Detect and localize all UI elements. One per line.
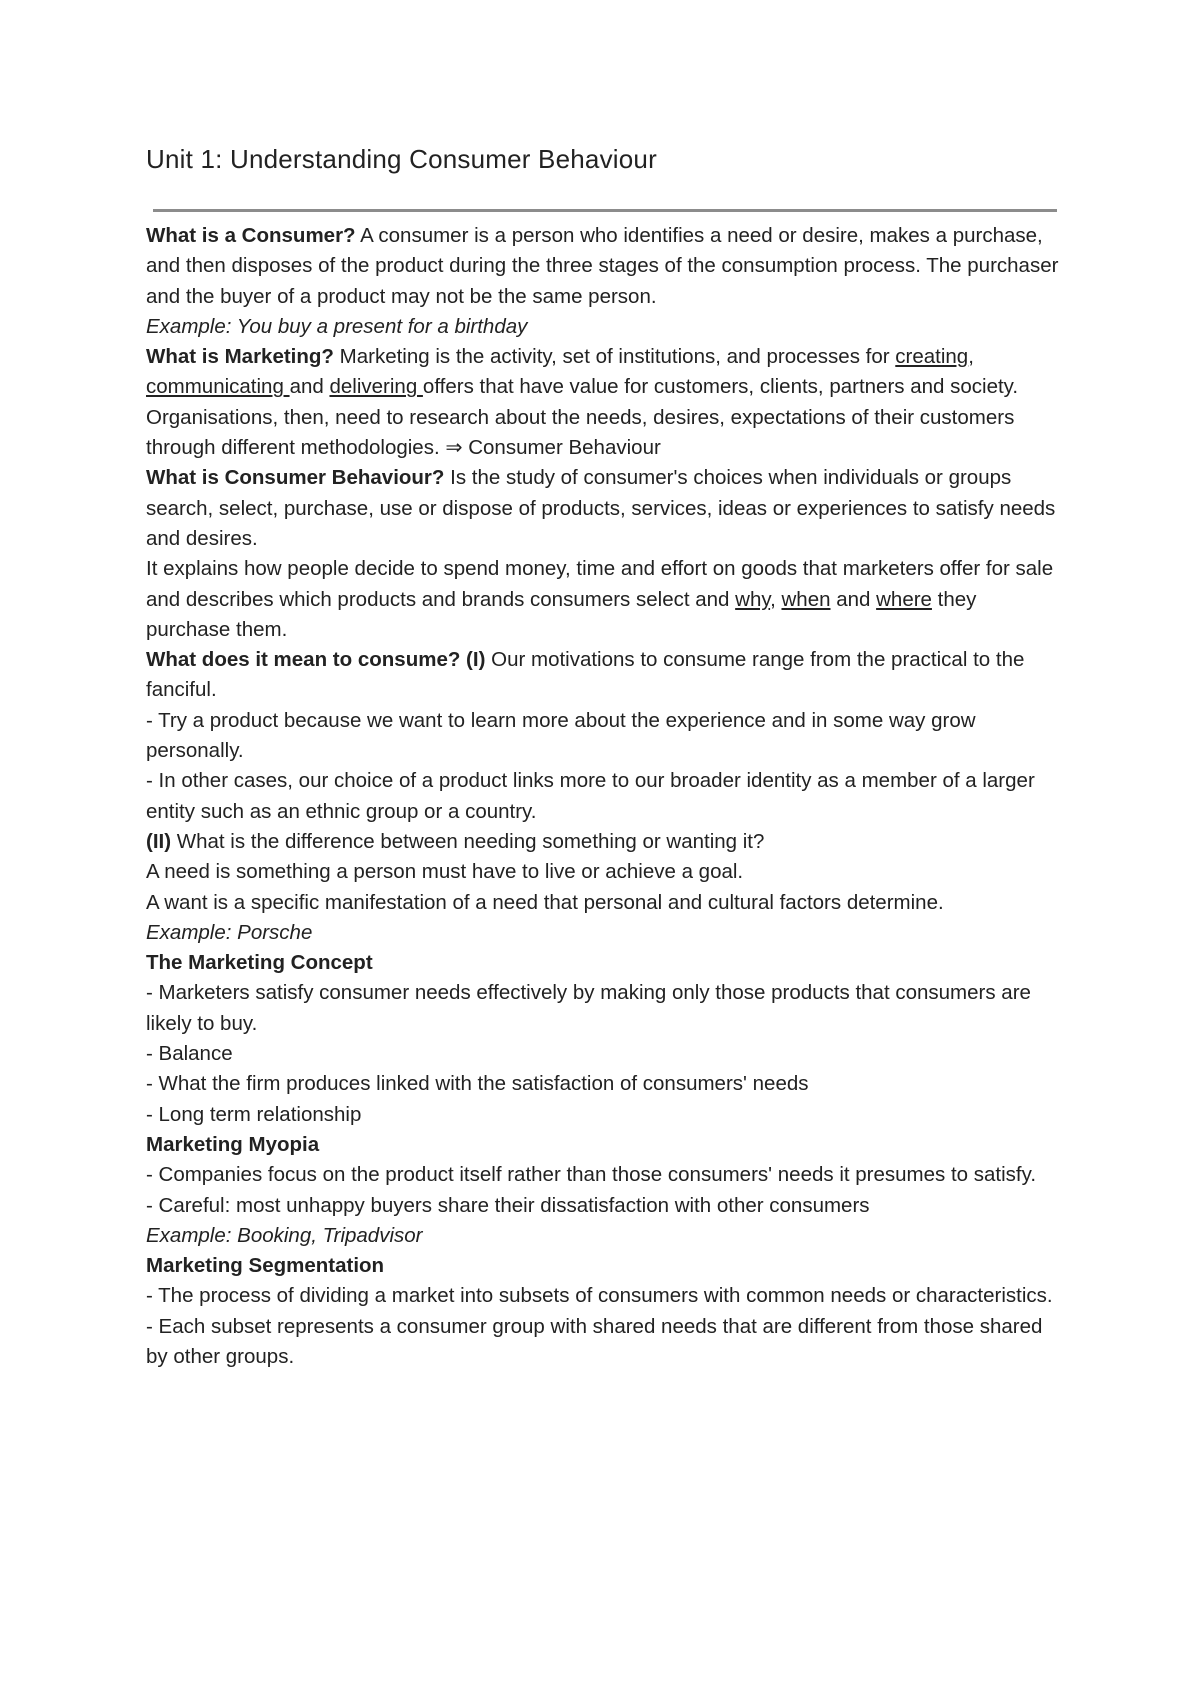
consumer-behaviour-definition: What is Consumer Behaviour? Is the study of consumer's choices when individuals or groups search, select, purchase, use or dispose of products, services, ideas or experiences to satisfy needs and desires. <box>146 466 1056 550</box>
list-item: - Balance <box>146 1042 233 1066</box>
section-heading-marketing-segmentation: Marketing Segmentation <box>146 1254 385 1278</box>
need-want-question: (II) What is the difference between needing something or wanting it? <box>146 829 765 853</box>
list-item: - What the firm produces linked with the satisfaction of consumers' needs <box>146 1072 809 1096</box>
want-definition: A want is a specific manifestation of a need that personal and cultural factors determine. <box>146 890 944 914</box>
list-item: - Careful: most unhappy buyers share their dissatisfaction with other consumers <box>146 1193 870 1217</box>
marketing-definition: What is Marketing? Marketing is the activity, set of institutions, and processes for creating, communicating and delivering offers that have value for customers, clients, partners and society. <box>146 345 1019 399</box>
section-heading-marketing-myopia: Marketing Myopia <box>146 1132 320 1156</box>
title-divider <box>153 209 1057 212</box>
example-booking: Example: Booking, Tripadvisor <box>146 1223 423 1247</box>
list-item: - Each subset represents a consumer group with shared needs that are different from those shared by other groups. <box>146 1314 1043 1368</box>
section-heading-marketing-concept: The Marketing Concept <box>146 951 373 975</box>
list-item: - Companies focus on the product itself rather than those consumers' needs it presumes to satisfy. <box>146 1163 1037 1187</box>
list-item: - Marketers satisfy consumer needs effectively by making only those products that consumers are likely to buy. <box>146 981 1031 1035</box>
list-item: - The process of dividing a market into subsets of consumers with common needs or characteristics. <box>146 1284 1053 1308</box>
consume-heading: What does it mean to consume? (I) <box>146 648 486 672</box>
list-item: - Long term relationship <box>146 1102 362 1126</box>
document-body <box>146 221 1066 1372</box>
explains-paragraph: It explains how people decide to spend money, time and effort on goods that marketers offer for sale and describes which products and brands consumers select and why, when and where they purchase them. <box>146 557 1054 641</box>
marketing-heading: What is Marketing? <box>146 345 334 369</box>
consume-question: What does it mean to consume? (I) Our motivations to consume range from the practical to the fanciful. <box>146 648 1025 702</box>
consumer-heading: What is a Consumer? <box>146 224 356 247</box>
example-porsche: Example: Porsche <box>146 920 313 944</box>
list-item: - Try a product because we want to learn more about the experience and in some way grow personally. <box>146 708 976 763</box>
organisations-paragraph: Organisations, then, need to research about the needs, desires, expectations of their customers through different methodologies. ⇒ Consumer Behaviour <box>146 405 1015 460</box>
page-title: Unit 1: Understanding Consumer Behaviour <box>146 144 657 174</box>
example-birthday: Example: You buy a present for a birthday <box>146 314 528 338</box>
list-item: - In other cases, our choice of a product links more to our broader identity as a member of a larger entity such as an ethnic group or a country. <box>146 769 1035 823</box>
consumer-behaviour-heading: What is Consumer Behaviour? <box>146 466 445 490</box>
need-definition: A need is something a person must have to live or achieve a goal. <box>146 860 744 884</box>
consumer-definition: What is a Consumer? A consumer is a person who identifies a need or desire, makes a purchase, and then disposes of the product during the three stages of the consumption process. The purchaser and the buyer of a product may not be the same person. <box>146 224 1059 308</box>
